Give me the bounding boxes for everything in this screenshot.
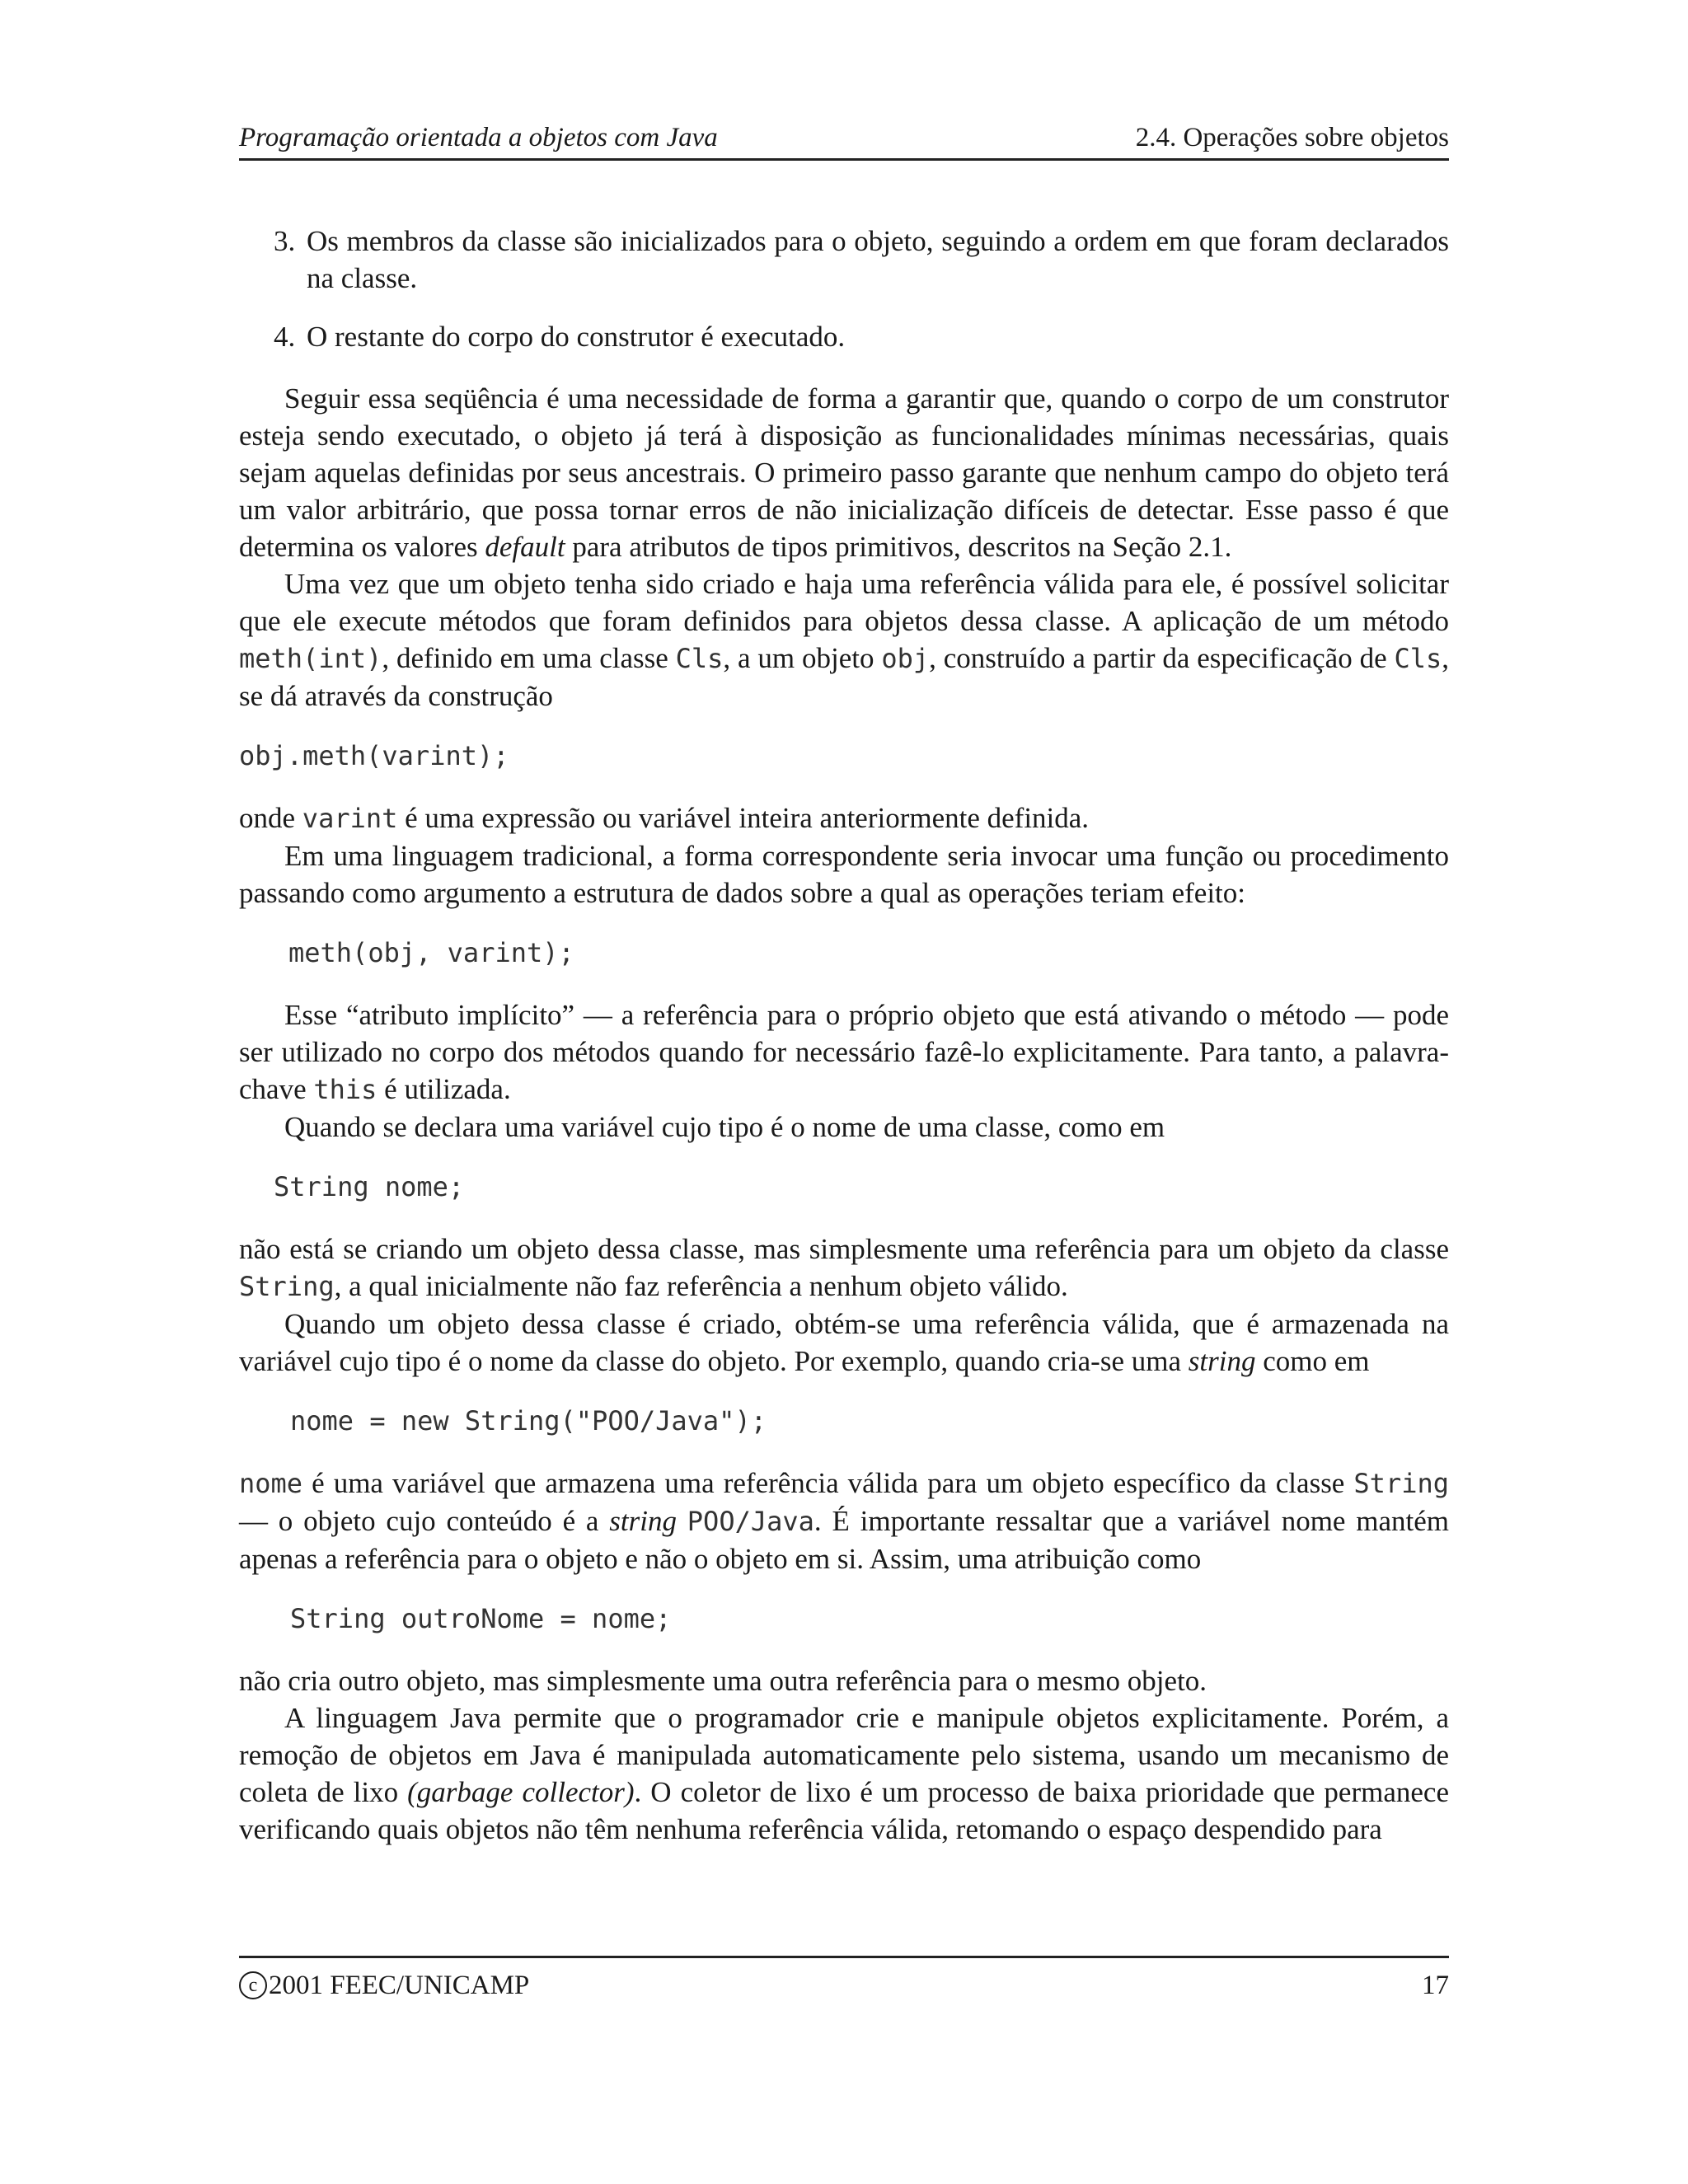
inline-code: nome [239,1468,303,1499]
inline-code: Cls [675,643,724,674]
list-text: Os membros da classe são inicializados para o objeto, seguindo a ordem em que foram declarados na classe. [307,225,1449,294]
paragraph: A linguagem Java permite que o programador crie e manipule objetos explicitamente. Porém, a remoção de objetos em Java é manipulada automaticamente pelo sistema, usando um mecanismo de coleta de lixo (garbage collector). O coletor de lixo é um processo de baixa prioridade que permanece verificando quais objetos não têm nenhuma referência válida, retomando o espaço despendido para [239,1702,1449,1845]
list-text: O restante do corpo do construtor é executado. [307,321,846,353]
page-body [239,223,1449,1848]
code-block: meth(obj, varint); [288,937,574,968]
header-book-title: Programação orientada a objetos com Java [239,123,718,152]
code-block: nome = new String("POO/Java"); [290,1405,767,1436]
inline-code: POO/Java [687,1506,814,1537]
inline-code: varint [302,803,398,834]
paragraph: não cria outro objeto, mas simplesmente uma outra referência para o mesmo objeto. [239,1665,1207,1697]
paragraph: Em uma linguagem tradicional, a forma correspondente seria invocar uma função ou procedimento passando como argumento a estrutura de dados sobre a qual as operações teriam efeito: [239,840,1449,909]
inline-code: meth(int) [239,643,382,674]
code-block: obj.meth(varint); [239,740,509,771]
inline-code: obj [881,643,930,674]
paragraph: Seguir essa seqüência é uma necessidade de forma a garantir que, quando o corpo de um construtor esteja sendo executado, o objeto já terá à disposição as funcionalidades mínimas necessárias, quais sejam aquelas definidas por seus ancestrais. O primeiro passo garante que nenhum campo do objeto terá um valor arbitrário, que possa tornar erros de não inicialização difíceis de detectar. Esse passo é que determina os valores default para atributos de tipos primitivos, descritos na Seção 2.1. [239,382,1449,563]
copyright [239,1969,529,2002]
paragraph: onde varint é uma expressão ou variável inteira anteriormente definida. [239,802,1090,834]
footer-rule [239,1956,1449,1958]
paragraph: Esse “atributo implícito” — a referência para o próprio objeto que está ativando o método — pode ser utilizado no corpo dos métodos quando for necessário fazê-lo explicitamente. Para tanto, a palavra-chave this é utilizada. [239,999,1449,1105]
copyright-text: 2001 FEEC/UNICAMP [269,1971,530,2000]
list-item [274,223,1449,297]
inline-code: this [313,1074,377,1105]
paragraph: nome é uma variável que armazena uma referência válida para um objeto específico da classe String — o objeto cujo conteúdo é a string POO/Java. É importante ressaltar que a variável nome mantém apenas a referência para o objeto e não o objeto em si. Assim, uma atribuição como [239,1467,1449,1575]
page-footer [239,1969,1449,2002]
inline-code: String [1353,1468,1449,1499]
running-header [239,121,1449,154]
header-section-title: 2.4. Operações sobre objetos [1135,123,1449,152]
list-item [274,318,1449,355]
paragraph: Quando se declara uma variável cujo tipo é o nome de uma classe, como em [284,1111,1165,1143]
paragraph: Quando um objeto dessa classe é criado, obtém-se uma referência válida, que é armazenada na variável cujo tipo é o nome da classe do objeto. Por exemplo, quando cria-se uma string como em [239,1308,1449,1377]
code-block: String outroNome = nome; [290,1603,672,1634]
list-number: 3. [274,225,296,257]
list-number: 4. [274,321,296,353]
copyright-icon: c [239,1971,267,1999]
inline-code: String [239,1271,335,1302]
header-rule [239,158,1449,161]
code-block: String nome; [274,1171,465,1202]
paragraph: não está se criando um objeto dessa classe, mas simplesmente uma referência para um objeto da classe String, a qual inicialmente não faz referência a nenhum objeto válido. [239,1233,1449,1302]
paragraph: Uma vez que um objeto tenha sido criado e haja uma referência válida para ele, é possível solicitar que ele execute métodos que foram definidos para objetos dessa classe. A aplicação de um método meth(int), definido em uma classe Cls, a um objeto obj, construído a partir da especificação de Cls, se dá através da construção [239,568,1449,712]
page-number: 17 [1422,1971,1449,2000]
inline-code: Cls [1394,643,1442,674]
